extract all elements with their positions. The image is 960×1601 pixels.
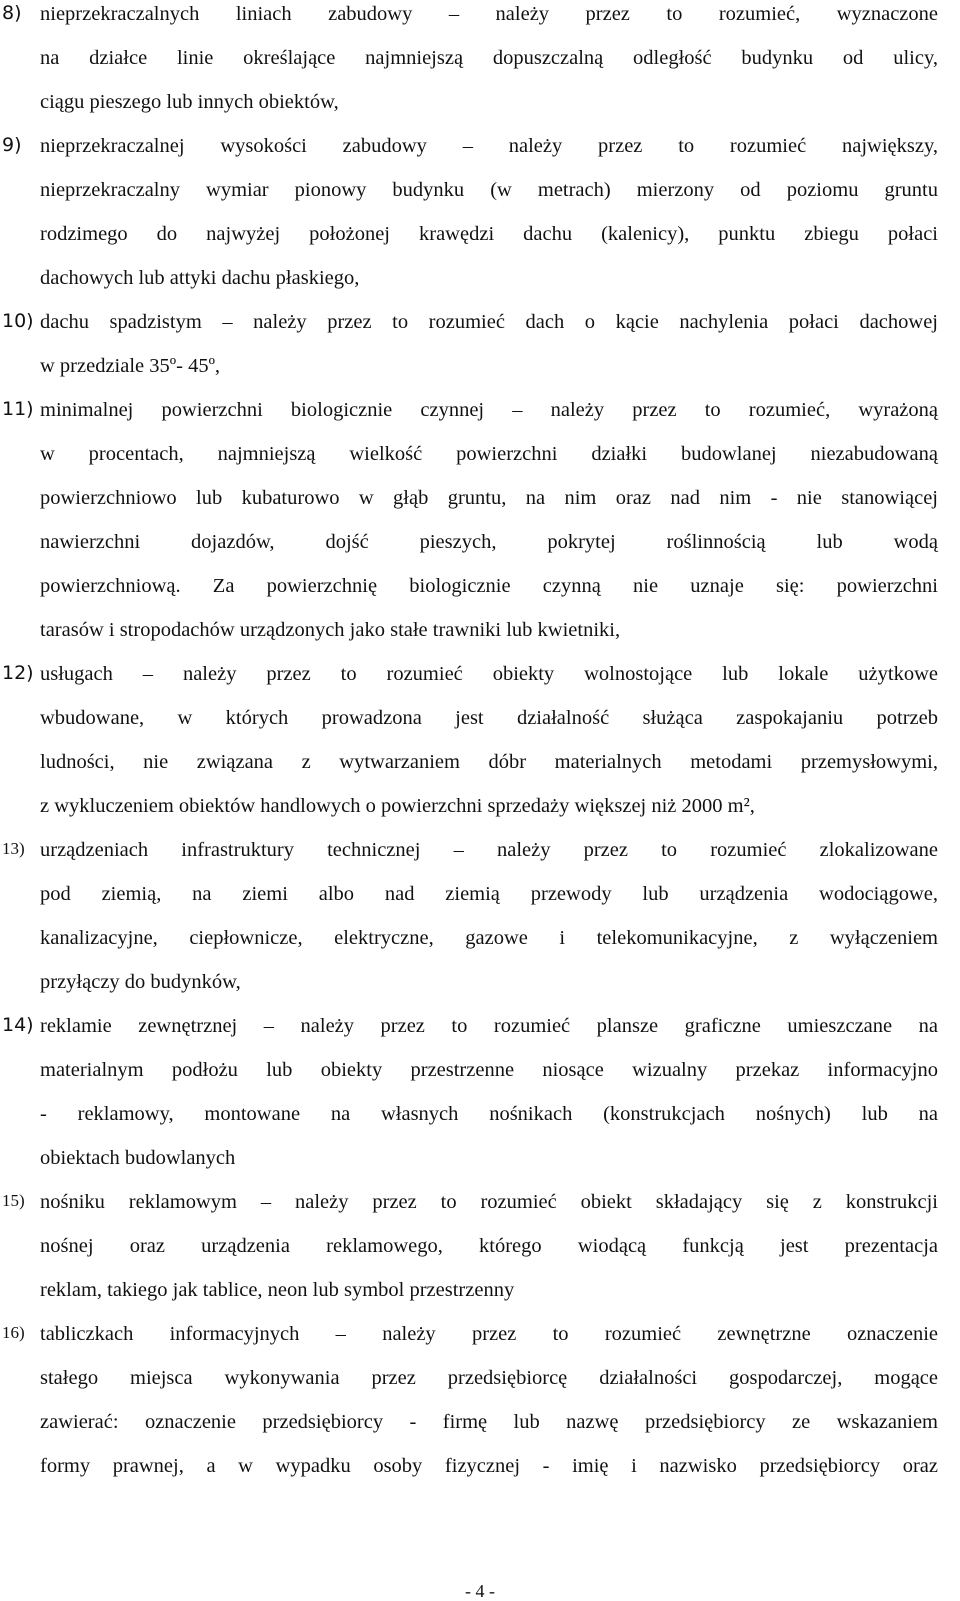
item-text-line: pod ziemią, na ziemi albo nad ziemią przewody lub urządzenia wodociągowe, bbox=[40, 883, 938, 905]
item-text-line: nośniku reklamowym – należy przez to rozumieć obiekt składający się z konstrukcji bbox=[40, 1191, 938, 1213]
item-number: 13) bbox=[2, 839, 25, 858]
item-text-line: formy prawnej, a w wypadku osoby fizycznej - imię i nazwisko przedsiębiorcy oraz bbox=[40, 1455, 938, 1477]
item-text-line: dachowych lub attyki dachu płaskiego, bbox=[40, 267, 360, 289]
item-text-line: usługach – należy przez to rozumieć obiekty wolnostojące lub lokale użytkowe bbox=[40, 663, 938, 685]
item-text-line: nawierzchni dojazdów, dojść pieszych, pokrytej roślinnością lub wodą bbox=[40, 531, 938, 553]
item-text-line: reklamie zewnętrznej – należy przez to rozumieć plansze graficzne umieszczane na bbox=[40, 1015, 938, 1037]
item-text-line: obiektach budowlanych bbox=[40, 1147, 236, 1169]
item-text-line: nośnej oraz urządzenia reklamowego, którego wiodącą funkcją jest prezentacja bbox=[40, 1235, 938, 1257]
item-text-line: ludności, nie związana z wytwarzaniem dóbr materialnych metodami przemysłowymi, bbox=[40, 751, 938, 773]
item-text-line: w przedziale 35º- 45º, bbox=[40, 355, 221, 377]
item-number: 10) bbox=[2, 310, 34, 332]
item-text-line: urządzeniach infrastruktury technicznej – należy przez to rozumieć zlokalizowane bbox=[40, 839, 938, 861]
item-number: 12) bbox=[2, 662, 34, 684]
item-text-line: ciągu pieszego lub innych obiektów, bbox=[40, 91, 339, 113]
item-number: 9) bbox=[2, 134, 22, 156]
item-text-line: zawierać: oznaczenie przedsiębiorcy - firmę lub nazwę przedsiębiorcy ze wskazaniem bbox=[40, 1411, 938, 1433]
item-text-line: powierzchniową. Za powierzchnię biologicznie czynną nie uznaje się: powierzchni bbox=[40, 575, 938, 597]
item-text-line: wbudowane, w których prowadzona jest działalność służąca zaspokajaniu potrzeb bbox=[40, 707, 938, 729]
item-text-line: - reklamowy, montowane na własnych nośnikach (konstrukcjach nośnych) lub na bbox=[40, 1103, 938, 1125]
item-text-line: nieprzekraczalny wymiar pionowy budynku (w metrach) mierzony od poziomu gruntu bbox=[40, 179, 938, 201]
item-text-line: tabliczkach informacyjnych – należy przez to rozumieć zewnętrzne oznaczenie bbox=[40, 1323, 938, 1345]
item-text-line: kanalizacyjne, ciepłownicze, elektryczne, gazowe i telekomunikacyjne, z wyłączeniem bbox=[40, 927, 938, 949]
item-text-line: dachu spadzistym – należy przez to rozumieć dach o kącie nachylenia połaci dachowej bbox=[40, 311, 938, 333]
item-number: 14) bbox=[2, 1014, 34, 1036]
item-number: 15) bbox=[2, 1191, 25, 1210]
item-text-line: powierzchniowo lub kubaturowo w głąb gruntu, na nim oraz nad nim - nie stanowiącej bbox=[40, 487, 938, 509]
item-text-line: reklam, takiego jak tablice, neon lub symbol przestrzenny bbox=[40, 1279, 515, 1301]
item-text-line: stałego miejsca wykonywania przez przedsiębiorcę działalności gospodarczej, mogące bbox=[40, 1367, 938, 1389]
item-text-line: tarasów i stropodachów urządzonych jako stałe trawniki lub kwietniki, bbox=[40, 619, 621, 641]
item-text-line: nieprzekraczalnej wysokości zabudowy – należy przez to rozumieć największy, bbox=[40, 135, 938, 157]
item-text-line: rodzimego do najwyżej położonej krawędzi dachu (kalenicy), punktu zbiegu połaci bbox=[40, 223, 938, 245]
item-text-line: z wykluczeniem obiektów handlowych o powierzchni sprzedaży większej niż 2000 m², bbox=[40, 795, 755, 817]
item-text-line: nieprzekraczalnych liniach zabudowy – należy przez to rozumieć, wyznaczone bbox=[40, 3, 938, 25]
item-text-line: materialnym podłożu lub obiekty przestrzenne niosące wizualny przekaz informacyjno bbox=[40, 1059, 938, 1081]
page-number: - 4 - bbox=[465, 1581, 495, 1601]
item-text-line: minimalnej powierzchni biologicznie czynnej – należy przez to rozumieć, wyrażoną bbox=[40, 399, 938, 421]
item-number: 16) bbox=[2, 1323, 25, 1342]
item-text-line: w procentach, najmniejszą wielkość powierzchni działki budowlanej niezabudowaną bbox=[40, 443, 938, 465]
item-number: 8) bbox=[2, 2, 22, 24]
item-text-line: na działce linie określające najmniejszą dopuszczalną odległość budynku od ulicy, bbox=[40, 47, 938, 69]
item-text-line: przyłączy do budynków, bbox=[40, 971, 241, 993]
item-number: 11) bbox=[2, 398, 34, 420]
